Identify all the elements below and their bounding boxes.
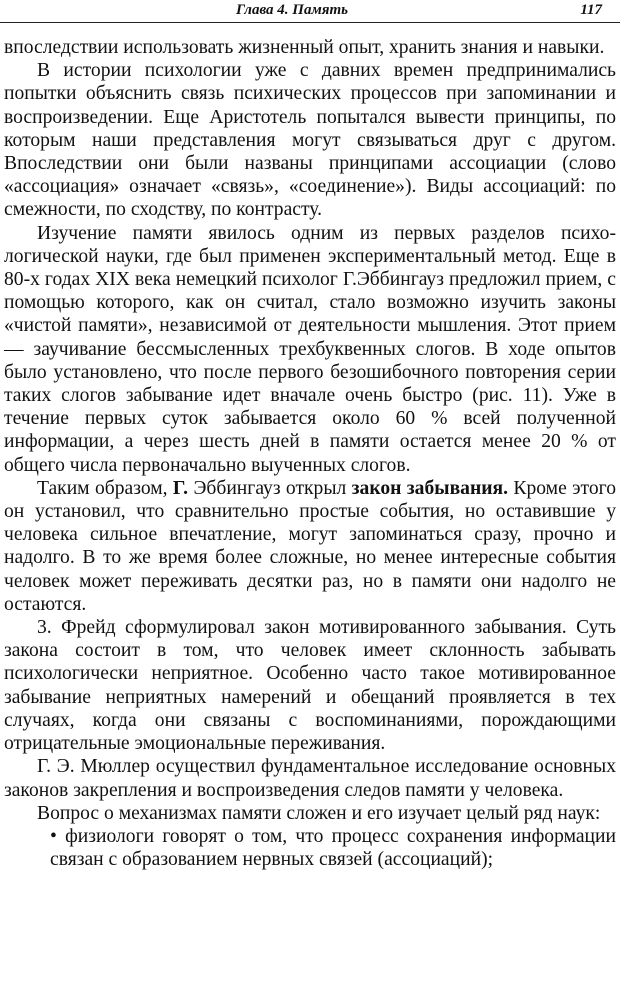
running-header (0, 0, 620, 24)
paragraph-7: Вопрос о механизмах памяти сложен и его изучает целый ряд наук: (37, 802, 601, 824)
paragraph-4-mid: Эббингауз открыл (188, 477, 352, 499)
paragraph-6: Г. Э. Мюллер осуществил фундаментальное исследование основных законов закрепления и воспроизведения следов памяти у человека. (4, 756, 616, 801)
page-body (4, 36, 616, 871)
paragraph-2: В истории психологии уже с давних времен предпринимались попытки объяснить связь психических процессов при запоминании и воспроизведении. Еще Аристотель попытался вывести принципы, по которым наши представления могут связываться друг с другом. Впоследствии они были названы принципами ассоциации (слово «ассоциация» означает «связь», «соединение»). Виды ассоциаций: по смежности, по сходству, по контрасту. (4, 60, 616, 221)
page-number: 117 (580, 2, 602, 18)
bullet-item-1: • физиологи говорят о том, что процесс сохранения информации связан с образованием нервных связей (ассоциаций); (50, 825, 616, 871)
paragraph-4-rest: Кроме этого он установил, что сравнительно простые события, но оставившие у человека сильное впечатление, могут запоминаться сразу, прочно и надолго. В то же время более сложные, но менее интересные события человек может переживать десятки раз, но в памяти они надолго не остаются. (4, 477, 616, 615)
paragraph-4-lead: Таким образом, (37, 477, 173, 499)
header-rule (0, 22, 620, 23)
bold-initial: Г. (172, 477, 189, 499)
paragraph-5: 3. Фрейд сформулировал закон мотивированного забывания. Суть закона состоит в том, что человек имеет склонность забывать психологически неприятное. Особенно часто такое мотивированное забывание неприятных намерений и обещаний проявляется в тех случаях, когда они связаны с воспоминаниями, порождающими отрицательные эмоциональные переживания. (4, 617, 616, 755)
paragraph-4 (4, 477, 616, 616)
paragraph-1: впоследствии использовать жизненный опыт, хранить знания и навыки. (4, 37, 605, 58)
paragraph-3: Изучение памяти явилось одним из первых разделов психологической науки, где был применен экспериментальный метод. Еще в 80-х годах XIX века немецкий психолог Г.Эббингауз предложил прием, с помощью которого, как он считал, стало возможно изучить законы «чистой памяти», независимой от деятельности мышления. Этот прием — заучивание бессмысленных трехбуквенных слогов. В ходе опытов было установлено, что после первого безошибочного повторения серии таких слогов забывание идет вначале очень быстро (рис. 11). Уже в течение первых суток забывается около 60 % всей полученной информации, а через шесть дней в памяти остается менее 20 % от общего числа первоначально выученных слогов. (4, 222, 616, 476)
chapter-title: Глава 4. Память (236, 2, 349, 18)
bold-law-term: закон забывания. (351, 477, 509, 499)
